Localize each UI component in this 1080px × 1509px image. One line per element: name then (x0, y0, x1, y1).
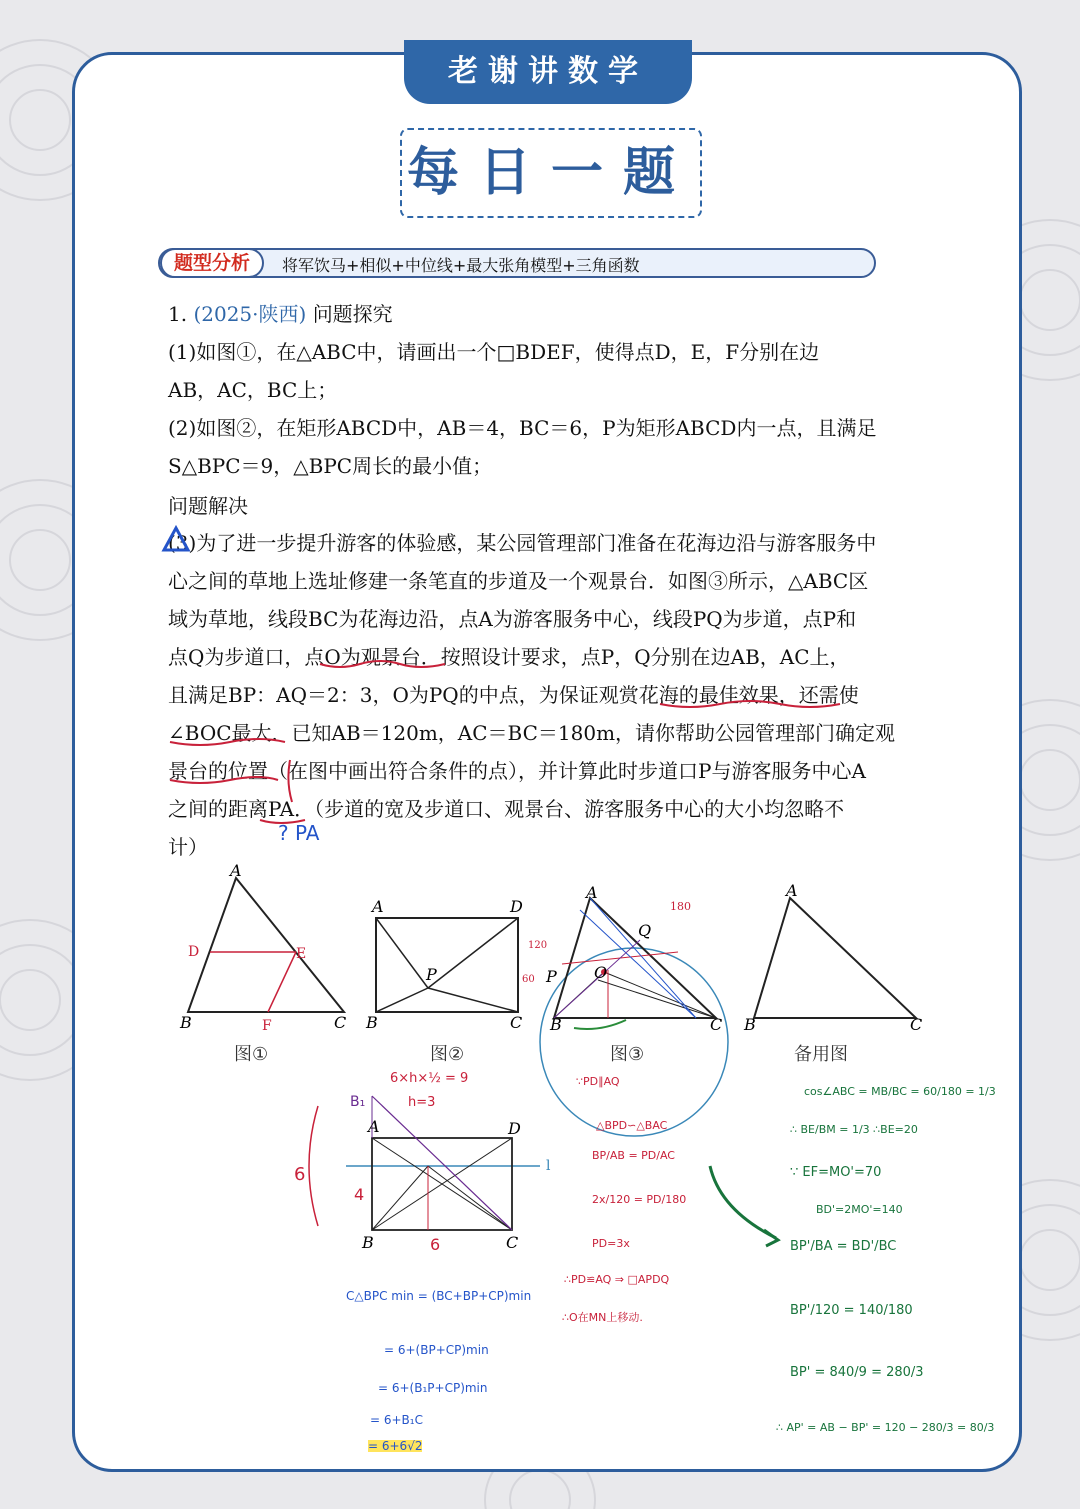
problem-line: AB，AC，BC上； (168, 378, 338, 402)
label-l: l (546, 1158, 551, 1174)
label-d: D (188, 944, 200, 960)
h-equation: h=3 (408, 1095, 436, 1110)
left-note: C△BPC min = (BC+BP+CP)min (346, 1289, 532, 1303)
type-tag: 题型分析 (160, 248, 264, 278)
label-b: B (362, 1233, 374, 1252)
title-box (400, 128, 702, 218)
mid-note: PD=3x (592, 1237, 630, 1250)
pa-note: ? PA (278, 821, 320, 845)
mid-note: △BPD∽△BAC (596, 1119, 668, 1132)
label-four: 4 (354, 1185, 365, 1204)
brand-banner: 老谢讲数学 (404, 40, 692, 104)
part3-line: (3)为了进一步提升游客的体验感，某公园管理部门准备在花海边沿与游客服务中 (168, 531, 877, 555)
problem-header (168, 298, 393, 327)
label-120: 120 (528, 940, 548, 951)
part3-line: 景台的位置（在图中画出符合条件的点），并计算此时步道口P与游客服务中心A (168, 759, 866, 783)
right-note: ∵ EF=MO'=70 (790, 1165, 882, 1180)
arrow-icon (700, 1160, 790, 1250)
problem-line: (2)如图②，在矩形ABCD中，AB＝4，BC＝6，P为矩形ABCD内一点，且满足 (168, 416, 877, 440)
caption-fig3: 图③ (610, 1044, 645, 1065)
label-b: B (366, 1013, 378, 1032)
mid-note: ∴PD≌AQ ⇒ □APDQ (564, 1273, 670, 1286)
label-c: C (510, 1013, 523, 1032)
right-note: BP'/120 = 140/180 (790, 1303, 913, 1318)
problem-heading: 问题探究 (312, 302, 393, 326)
label-a: A (368, 1117, 380, 1136)
label-q: Q (638, 921, 652, 940)
label-b: B (550, 1015, 562, 1034)
part3-line: 之间的距离PA．（步道的宽及步道口、观景台、游客服务中心的大小均忽略不 (168, 797, 845, 821)
label-p: P (426, 965, 437, 984)
problem-line: S△BPC＝9，△BPC周长的最小值； (168, 454, 493, 478)
caption-fig1: 图① (234, 1044, 269, 1065)
right-note: ∴ AP' = AB − BP' = 120 − 280/3 = 80/3 (776, 1421, 995, 1434)
caption-fig2: 图② (430, 1044, 465, 1065)
figure-2 (362, 894, 532, 1034)
problem-number: 1. (168, 302, 188, 326)
label-b: B (744, 1015, 756, 1034)
label-a: A (372, 897, 384, 916)
label-d: D (508, 1119, 521, 1138)
part3-line: 域为草地，线段BC为花海边沿，点A为游客服务中心，线段PQ为步道，点P和 (168, 607, 857, 631)
label-f: F (262, 1018, 272, 1034)
label-a: A (586, 883, 598, 902)
part3-line: 点Q为步道口，点O为观景台．按照设计要求，点P，Q分别在边AB，AC上， (168, 645, 850, 669)
figure-1 (176, 864, 356, 1034)
figure-5 (290, 1066, 560, 1266)
label-b: B (180, 1013, 192, 1032)
label-c: C (506, 1233, 519, 1252)
label-o: O (594, 963, 608, 982)
type-analysis-bar (158, 248, 876, 278)
figure-4 (740, 880, 940, 1040)
label-six-bottom: 6 (430, 1235, 441, 1254)
label-e: E (296, 946, 307, 962)
part3-line: 且满足BP：AQ＝2：3，O为PQ的中点，为保证观赏花海的最佳效果，还需使 (168, 683, 859, 707)
mid-note: 2x/120 = PD/180 (592, 1193, 687, 1206)
text-annotations (160, 520, 960, 850)
type-text: 将军饮马+相似+中位线+最大张角模型+三角函数 (282, 256, 640, 275)
caption-fig4: 备用图 (794, 1044, 848, 1065)
label-180: 180 (670, 900, 691, 913)
mid-note: ∵PD∥AQ (576, 1075, 620, 1088)
label-c: C (334, 1013, 347, 1032)
section-heading: 问题解决 (168, 494, 248, 518)
right-note: cos∠ABC = MB/BC = 60/180 = 1/3 (804, 1085, 996, 1098)
triangle-mark-icon (164, 528, 188, 550)
label-c: C (910, 1015, 923, 1034)
right-note: BP' = 840/9 = 280/3 (790, 1365, 924, 1380)
left-note: = 6+(BP+CP)min (384, 1343, 489, 1357)
left-note: = 6+(B₁P+CP)min (378, 1381, 488, 1395)
page-title: 每日一题 (406, 143, 695, 203)
label-d: D (510, 897, 523, 916)
label-p: P (546, 967, 557, 986)
mid-note: ∴O在MN上移动. (562, 1311, 643, 1324)
part3-line: 心之间的草地上选址修建一条笔直的步道及一个观景台．如图③所示，△ABC区 (168, 569, 869, 593)
problem-source: (2025·陕西) (193, 302, 307, 326)
label-60: 60 (522, 974, 535, 985)
label-a: A (230, 864, 242, 880)
label-b1: B₁ (350, 1094, 366, 1110)
right-note: BP'/BA = BD'/BC (790, 1239, 897, 1254)
area-equation: 6×h×½ = 9 (390, 1071, 469, 1086)
part3-line: 计） (168, 835, 208, 859)
problem-line: (1)如图①，在△ABC中，请画出一个□BDEF，使得点D，E，F分别在边 (168, 340, 820, 364)
mid-note: BP/AB = PD/AC (592, 1149, 675, 1162)
label-c: C (710, 1015, 723, 1034)
left-note-answer: = 6+6√2 (368, 1439, 423, 1453)
right-note: ∴ BE/BM = 1/3 ∴BE=20 (790, 1123, 918, 1136)
part3-line: ∠BOC最大．已知AB＝120m，AC＝BC＝180m，请你帮助公园管理部门确定观 (168, 721, 896, 745)
left-note: = 6+B₁C (370, 1413, 423, 1427)
right-note: BD'=2MO'=140 (816, 1203, 903, 1216)
label-a: A (786, 881, 798, 900)
label-six: 6 (294, 1164, 306, 1185)
